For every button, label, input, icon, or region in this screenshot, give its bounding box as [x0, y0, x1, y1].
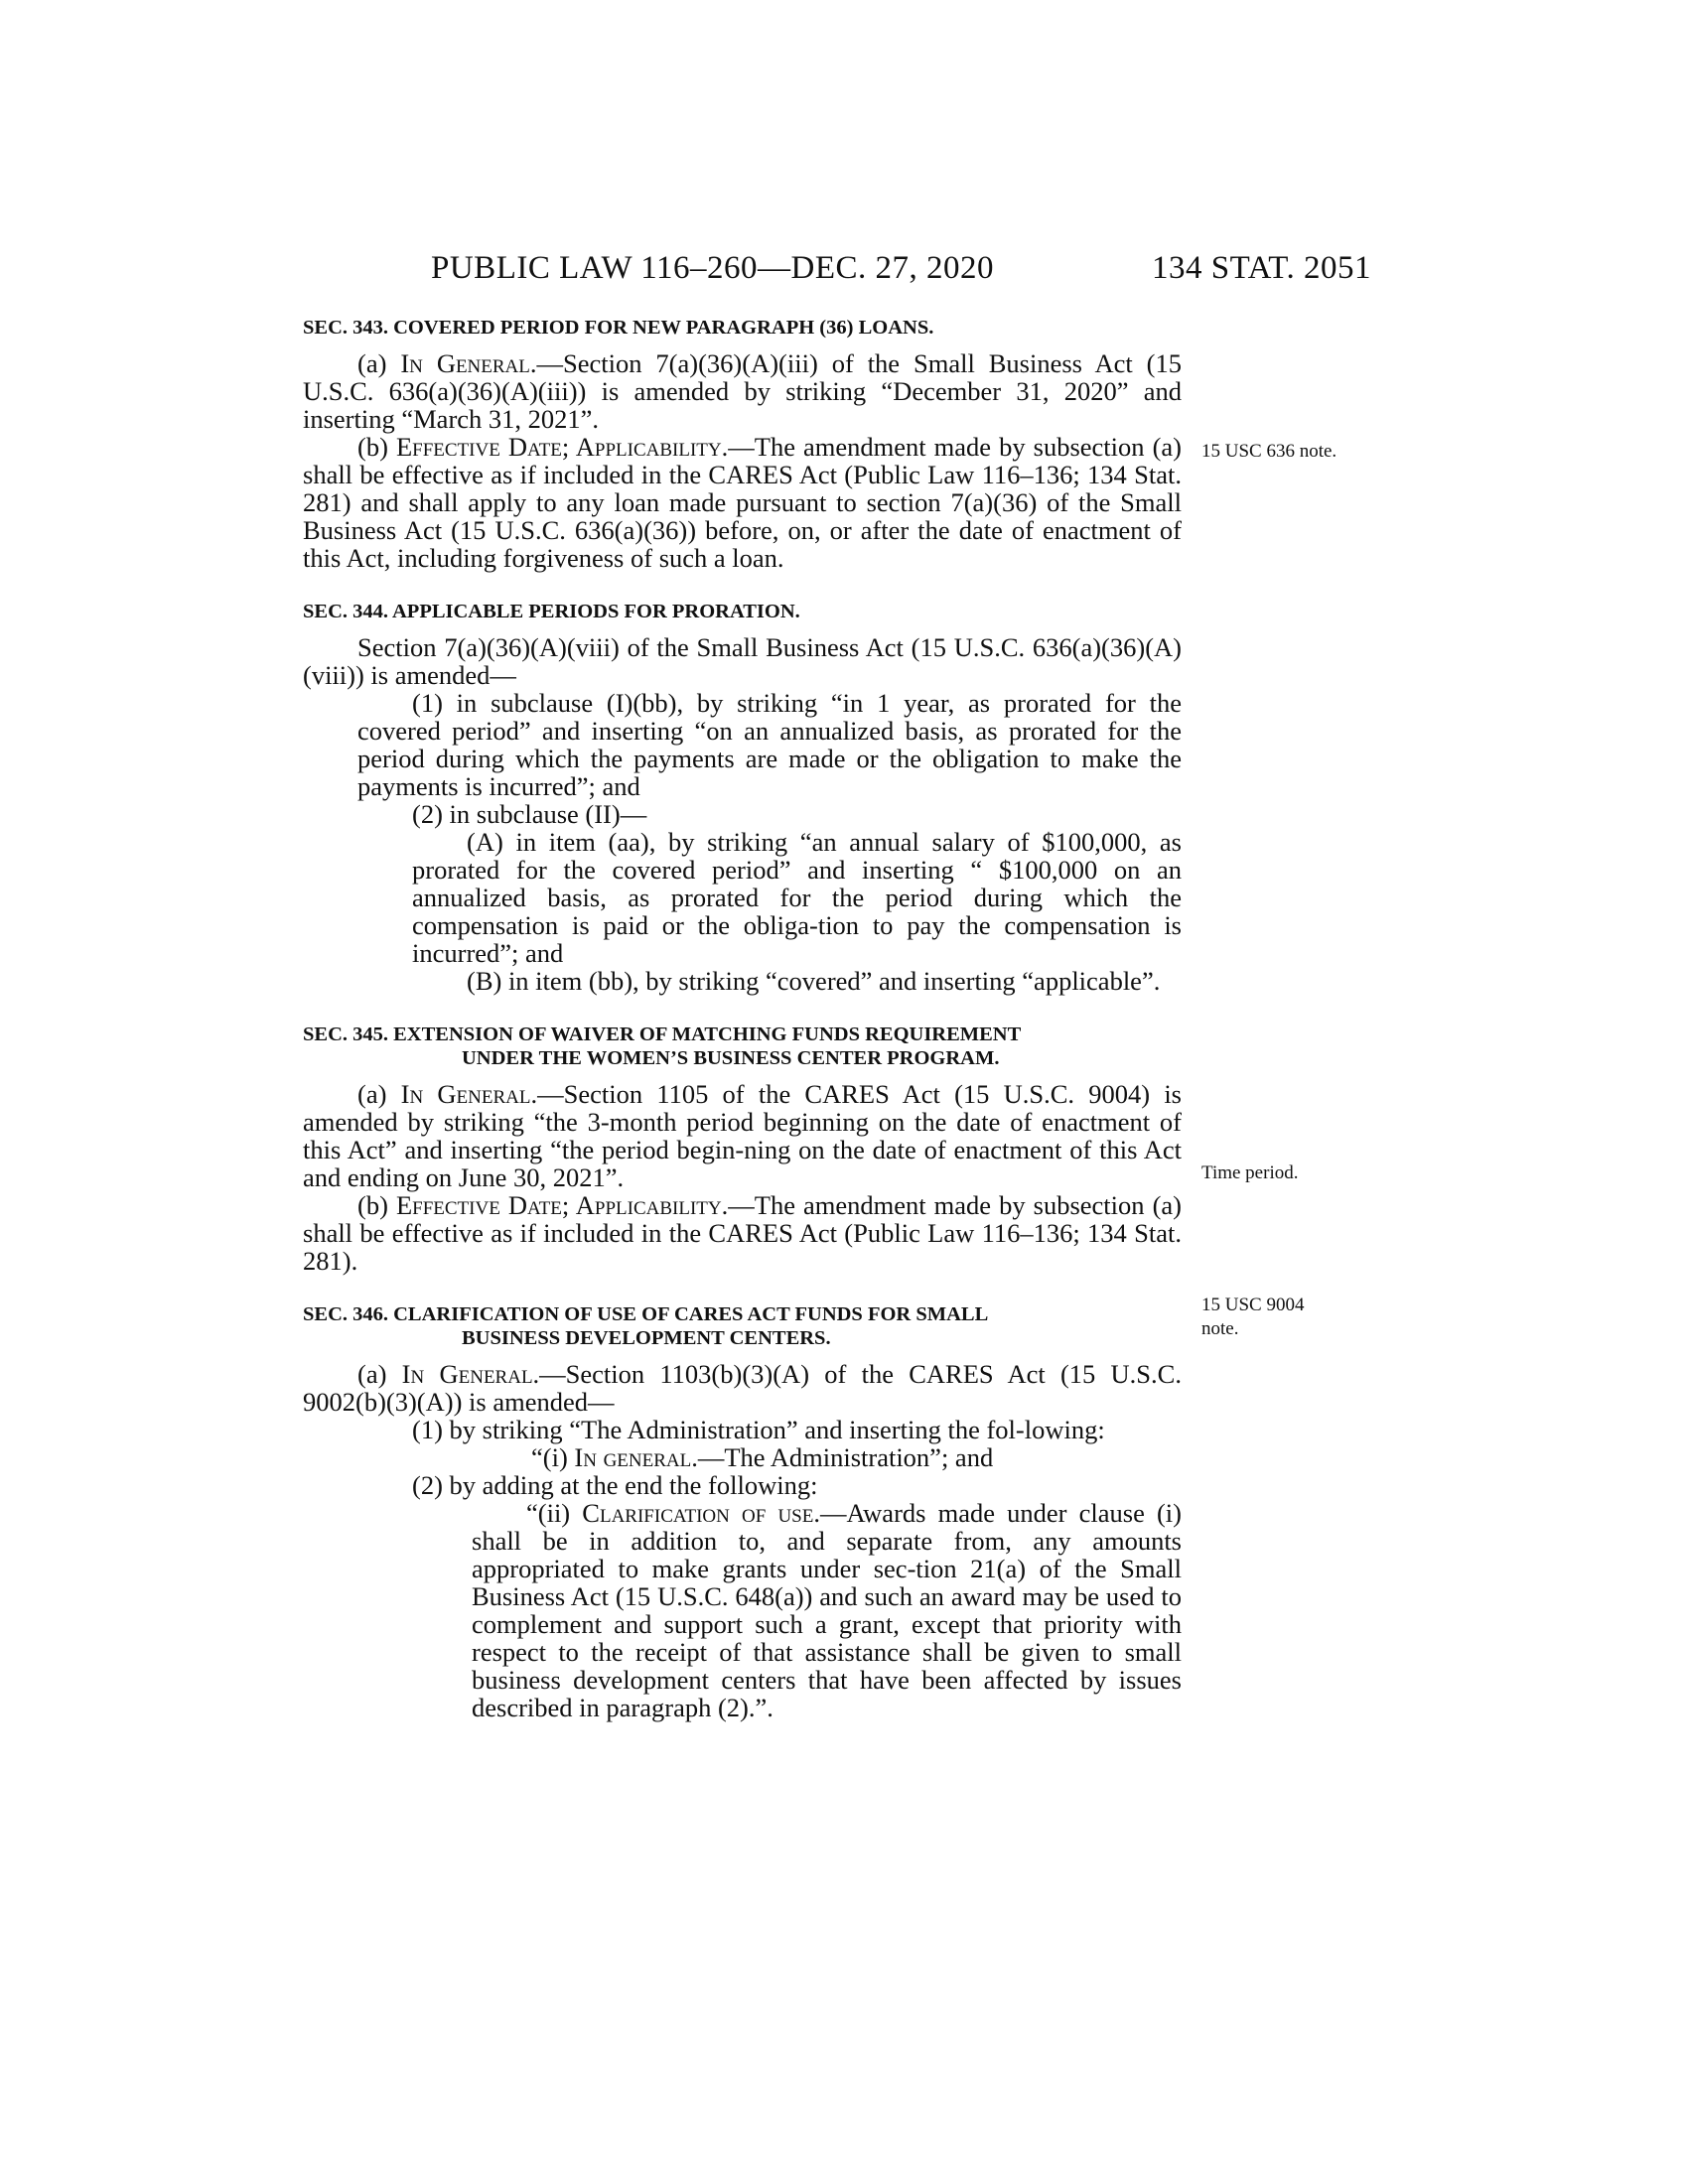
- section-345-heading: [303, 1023, 1182, 1070]
- section-346-quoted-clause-ii: [303, 1499, 1182, 1721]
- section-345-heading-line-2: UNDER THE WOMEN’S BUSINESS CENTER PROGRAM.: [462, 1047, 1000, 1069]
- section-343-subsection-b: [303, 433, 1182, 572]
- section-344-item-2A: (A) in item (aa), by striking “an annual salary of $100,000, as prorated for the covered period” and inserting “ $100,000 on an annualized basis, as prorated for the period during which the compensation is paid or the obliga-tion to pay the compensation is incurred”; and: [412, 827, 1182, 968]
- clause-caption: In general: [574, 1442, 692, 1472]
- subsection-text: .—The amendment made by subsection (a) shall be effective as if included in the CARES Act (Public Law 116–136; 134 Stat. 281) and shall apply to any loan made pursuant to section 7(a)(36) of the Small Business Act (15 U.S.C. 636(a)(36)) before, on, or after the date of enactment of this Act, including forgiveness of such a loan.: [303, 432, 1182, 573]
- subsection-text: .—Section 7(a)(36)(A)(iii) of the Small Business Act (15 U.S.C. 636(a)(36)(A)(iii)) is amended by striking “December 31, 2020” and inserting “March 31, 2021”.: [303, 348, 1182, 434]
- section-346-heading: [303, 1302, 1182, 1350]
- margin-note-15-usc-636: 15 USC 636 note.: [1201, 441, 1337, 462]
- clause-text: .—Awards made under clause (i) shall be in addition to, and separate from, any amounts appropriated to make grants under sec-tion 21(a) of the Small Business Act (15 U.S.C. 648(a)) and such an award may be used to complement and support such a grant, except that priority with respect to the receipt of that assistance shall be given to small business development centers that have been affected by issues described in paragraph (2).”.: [472, 1498, 1182, 1722]
- subsection-caption: In General: [401, 1359, 533, 1389]
- subsection-label: (a): [357, 1359, 402, 1389]
- statute-page-number: 134 STAT. 2051: [1152, 250, 1372, 286]
- section-345-subsection-a: [303, 1080, 1182, 1191]
- section-344-intro: Section 7(a)(36)(A)(viii) of the Small Business Act (15 U.S.C. 636(a)(36)(A)(viii)) is amended—: [303, 632, 1182, 690]
- document-body: [303, 316, 1182, 1721]
- subsection-text: .—Section 1105 of the CARES Act (15 U.S.C. 9004) is amended by striking “the 3-month period beginning on the date of enactment of this Act” and inserting “the period begin-ning on the date of enactment of this Act and ending on June 30, 2021”.: [303, 1079, 1182, 1192]
- clause-prefix: “(i): [531, 1442, 575, 1472]
- section-343-heading: SEC. 343. COVERED PERIOD FOR NEW PARAGRAPH (36) LOANS.: [303, 317, 934, 339]
- subsection-caption: In General: [400, 348, 530, 378]
- clause-text: .—The Administration”; and: [691, 1442, 994, 1472]
- margin-note-15-usc-9004-line-1: 15 USC 9004: [1201, 1295, 1305, 1315]
- running-header-title: PUBLIC LAW 116–260—DEC. 27, 2020: [431, 250, 995, 286]
- clause-prefix: “(ii): [526, 1498, 583, 1528]
- section-343-subsection-a: [303, 349, 1182, 433]
- section-345-heading-line-1: SEC. 345. EXTENSION OF WAIVER OF MATCHING FUNDS REQUIREMENT: [303, 1024, 1022, 1045]
- section-344-item-2: (2) in subclause (II)—: [412, 799, 647, 829]
- section-346-heading-line-2: BUSINESS DEVELOPMENT CENTERS.: [462, 1327, 831, 1349]
- subsection-text: .—Section 1103(b)(3)(A) of the CARES Act (15 U.S.C. 9002(b)(3)(A)) is amended—: [303, 1359, 1182, 1417]
- subsection-caption: In General: [400, 1079, 531, 1109]
- section-344-heading: SEC. 344. APPLICABLE PERIODS FOR PRORATION.: [303, 601, 800, 622]
- margin-note-15-usc-9004-line-2: note.: [1201, 1318, 1239, 1339]
- subsection-label: (b): [357, 1190, 396, 1220]
- subsection-caption: Effective Date; Applicability: [395, 1190, 722, 1220]
- subsection-text: .—The amendment made by subsection (a) shall be effective as if included in the CARES Act (Public Law 116–136; 134 Stat. 281).: [303, 1190, 1182, 1276]
- section-346-heading-line-1: SEC. 346. CLARIFICATION OF USE OF CARES ACT FUNDS FOR SMALL: [303, 1303, 989, 1325]
- section-344-item-2B: (B) in item (bb), by striking “covered” and inserting “applicable”.: [467, 966, 1161, 996]
- section-346-subsection-a: [303, 1360, 1182, 1416]
- section-344-item-1: (1) in subclause (I)(bb), by striking “in 1 year, as prorated for the covered period” and inserting “on an annualized basis, as prorated for the period during which the payments are made or the obligation to make the payments is incurred”; and: [357, 688, 1182, 801]
- subsection-label: (b): [357, 432, 396, 462]
- section-346-quoted-clause-i: [303, 1443, 1182, 1471]
- section-346-item-1: (1) by striking “The Administration” and inserting the fol-lowing:: [412, 1415, 1105, 1444]
- subsection-label: (a): [357, 1079, 401, 1109]
- subsection-caption: Effective Date; Applicability: [395, 432, 722, 462]
- clause-caption: Clarification of use: [582, 1498, 814, 1528]
- section-345-subsection-b: [303, 1191, 1182, 1275]
- margin-note-time-period: Time period.: [1201, 1162, 1299, 1183]
- subsection-label: (a): [357, 348, 401, 378]
- section-346-item-2: (2) by adding at the end the following:: [412, 1470, 818, 1500]
